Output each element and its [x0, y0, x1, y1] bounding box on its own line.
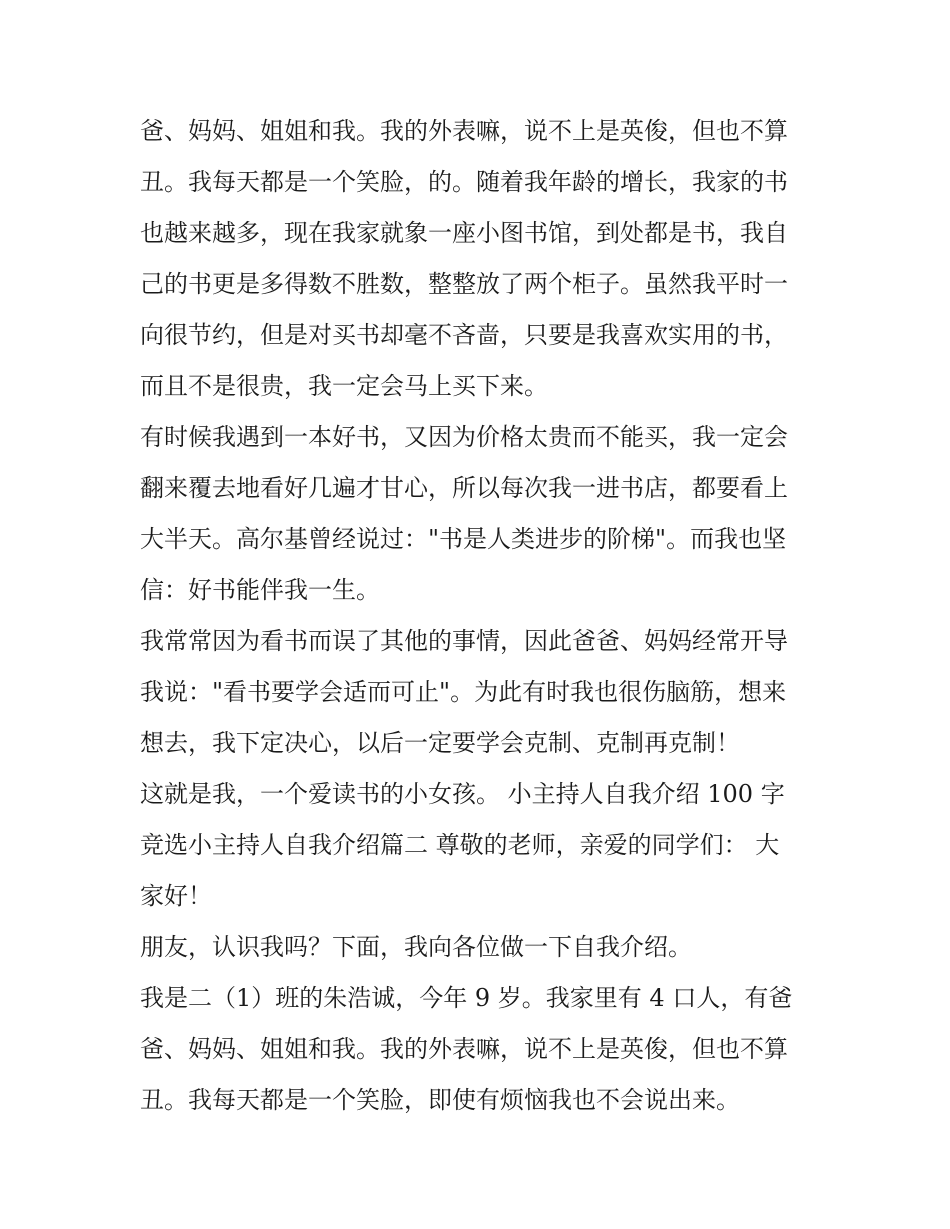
text-line: 想去，我下定决心，以后一定要学会克制、克制再克制！ — [140, 729, 740, 757]
text-line: 爸、妈妈、姐姐和我。我的外表嘛，说不上是英俊，但也不算 — [140, 1035, 788, 1063]
text-line: 翻来覆去地看好几遍才甘心，所以每次我一进书店，都要看上 — [140, 474, 788, 502]
text-line: 大半天。高尔基曾经说过："书是人类进步的阶梯"。而我也坚 — [140, 525, 787, 553]
text-line: 有时候我遇到一本好书，又因为价格太贵而不能买，我一定会 — [140, 423, 788, 451]
document-body — [140, 106, 820, 1126]
text-line: 也越来越多，现在我家就象一座小图书馆，到处都是书，我自 — [140, 219, 788, 247]
text-line: 信：好书能伴我一生。 — [140, 576, 380, 604]
text-line: 丑。我每天都是一个笑脸，即使有烦恼我也不会说出来。 — [140, 1086, 740, 1114]
text-line: 这就是我，一个爱读书的小女孩。 小主持人自我介绍 100 字 — [140, 780, 785, 808]
text-line: 家好！ — [140, 882, 212, 910]
text-line: 朋友，认识我吗？下面，我向各位做一下自我介绍。 — [140, 933, 692, 961]
text-line: 向很节约，但是对买书却毫不吝啬，只要是我喜欢实用的书， — [140, 321, 788, 349]
text-line: 己的书更是多得数不胜数，整整放了两个柜子。虽然我平时一 — [140, 270, 788, 298]
text-line: 爸、妈妈、姐姐和我。我的外表嘛，说不上是英俊，但也不算 — [140, 117, 788, 145]
text-line: 丑。我每天都是一个笑脸，的。随着我年龄的增长，我家的书 — [140, 168, 788, 196]
text-line: 竞选小主持人自我介绍篇二 尊敬的老师，亲爱的同学们： 大 — [140, 831, 780, 859]
text-line: 我常常因为看书而误了其他的事情，因此爸爸、妈妈经常开导 — [140, 627, 788, 655]
text-line: 我说："看书要学会适而可止"。为此有时我也很伤脑筋，想来 — [140, 678, 787, 706]
text-line: 而且不是很贵，我一定会马上买下来。 — [140, 372, 548, 400]
text-line: 我是二（1）班的朱浩诚，今年 9 岁。我家里有 4 口人，有爸 — [140, 984, 793, 1012]
